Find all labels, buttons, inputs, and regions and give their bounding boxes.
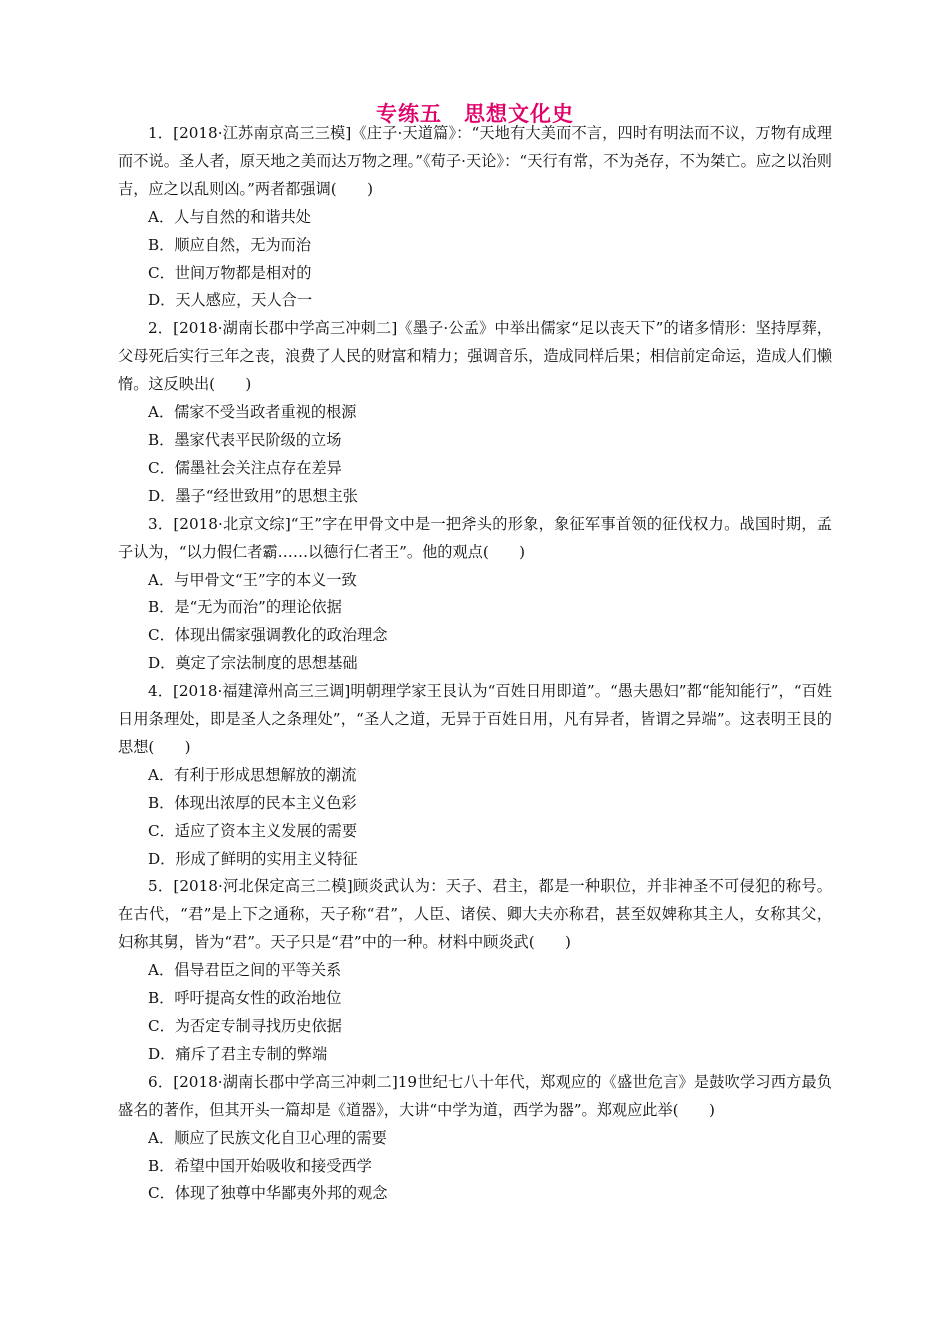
option-c: C．适应了资本主义发展的需要	[148, 821, 358, 840]
option-a: A．与甲骨文“王”字的本义一致	[148, 570, 357, 589]
option-d: D．墨子“经世致用”的思想主张	[148, 486, 358, 505]
option-a: A．人与自然的和谐共处	[148, 207, 311, 226]
option-c: C．体现了独尊中华鄙夷外邦的观念	[148, 1184, 388, 1203]
option-c: C．儒墨社会关注点存在差异	[148, 458, 342, 477]
option-b: B．墨家代表平民阶级的立场	[148, 430, 342, 449]
option-c: C．体现出儒家强调教化的政治理念	[148, 626, 388, 645]
option-a: A．倡导君臣之间的平等关系	[148, 961, 342, 980]
question-stem: 6．[2018·湖南长郡中学高三冲刺二]19世纪七八十年代，郑观应的《盛世危言》是鼓吹学习西方最负盛名的著作，但其开头一篇却是《道器》，大讲“中学为道，西学为器”。郑观应此举( )	[118, 1072, 832, 1119]
option-d: D．奠定了宗法制度的思想基础	[148, 654, 358, 673]
option-d: D．天人感应，天人合一	[148, 291, 313, 310]
question-stem: 2．[2018·湖南长郡中学高三冲刺二]《墨子·公孟》中举出儒家“足以丧天下”的诸多情形：坚持厚葬，父母死后实行三年之丧，浪费了人民的财富和精力；强调音乐，造成同样后果；相信前定命运，造成人们懒惰。这反映出( )	[118, 319, 832, 394]
page-title: 专练五 思想文化史	[376, 102, 574, 126]
question-6	[118, 1069, 832, 1209]
question-stem: 5．[2018·河北保定高三二模]顾炎武认为：天子、君主，都是一种职位，并非神圣不可侵犯的称号。在古代，“君”是上下之通称，天子称“君”，人臣、诸侯、卿大夫亦称君，甚至奴婢称其主人，女称其父，妇称其舅，皆为“君”。天子只是“君”中的一种。材料中顾炎武( )	[118, 877, 832, 952]
option-b: B．呼吁提高女性的政治地位	[148, 989, 342, 1008]
question-5	[118, 873, 832, 1068]
question-stem: 1．[2018·江苏南京高三三模]《庄子·天道篇》：“天地有大美而不言，四时有明法而不议，万物有成理而不说。圣人者，原天地之美而达万物之理。”《荀子·天论》：“天行有常，不为尧存，不为桀亡。应之以治则吉，应之以乱则凶。”两者都强调( )	[118, 124, 832, 198]
option-c: C．世间万物都是相对的	[148, 263, 312, 282]
option-a: A．有利于形成思想解放的潮流	[148, 765, 357, 784]
option-a: A．儒家不受当政者重视的根源	[148, 403, 357, 422]
option-d: D．痛斥了君主专制的弊端	[148, 1044, 328, 1063]
option-b: B．希望中国开始吸收和接受西学	[148, 1156, 372, 1175]
question-2	[118, 315, 832, 510]
option-a: A．顺应了民族文化自卫心理的需要	[148, 1128, 387, 1147]
question-stem: 4．[2018·福建漳州高三三调]明朝理学家王艮认为“百姓日用即道”。“愚夫愚妇”都“能知能行”，“百姓日用条理处，即是圣人之条理处”，“圣人之道，无异于百姓日用，凡有异者，皆谓之异端”。这表明王艮的思想( )	[118, 682, 832, 756]
option-c: C．为否定专制寻找历史依据	[148, 1017, 342, 1035]
question-4	[118, 678, 832, 873]
question-list	[118, 120, 832, 1208]
question-1	[118, 120, 832, 315]
option-b: B．体现出浓厚的民本主义色彩	[148, 793, 357, 812]
question-3	[118, 511, 832, 678]
question-stem: 3．[2018·北京文综]“王”字在甲骨文中是一把斧头的形象，象征军事首领的征伐权力。战国时期，孟子认为，“以力假仁者霸……以德行仁者王”。他的观点( )	[118, 514, 832, 561]
option-b: B．顺应自然，无为而治	[148, 235, 312, 254]
option-b: B．是“无为而治”的理论依据	[148, 598, 342, 617]
option-d: D．形成了鲜明的实用主义特征	[148, 849, 358, 868]
